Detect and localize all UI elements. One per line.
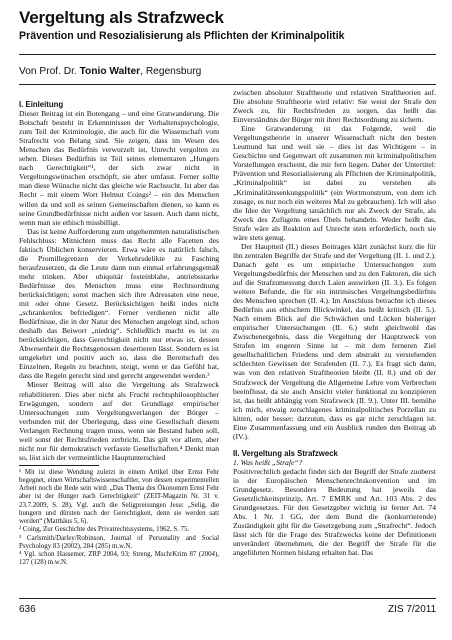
body-paragraph: Der Hauptteil (II.) dieses Beitrages klärt zunächst kurz die für ihn zentralen Begriffe der Strafe und der Vergeltung (II. 1. und 2.). Danach geht es um empirische Untersuchungen zum Vergeltungsbedürfnis der Menschen und zu den Faktoren, die sich auf die Strafzumessung durch Laien auswirken (II. 3.). Es folgen weitere Befunde, die für ein intrinsisches Vergeltungsbedürfnis des Menschen sprechen (II. 4.). Im Anschluss betrachte ich dieses Bedürfnis aus ethischem Blickwinkel, das heißt kritisch (II. 5.). Nach einem Blick auf die Schwächen und Lücken bisheriger empirischer Untersuchungen (II. 6.) steht gleichwohl das Zwischenergebnis, dass die Vergeltung der Hauptzweck von Strafen im engeren Sinne ist – mit dem ferneren Ziel gesellschaftlichen Friedens und dem abstrakt zu verstehenden schlechten Gewissen der Strafenden (II. 7.). Es fragt sich dann, was von den relativen Straftheorien bleibt (II. 8.) und ob der Strafzweck der Vergeltung die Allgemeine Lehre vom Verbrechen beeinflusst, da sie auch Ansicht vieler funktional zu konzipieren ist, das heißt abhängig vom Strafzweck (II. 9.). Unter III. bemühe ich mich, etwaig zerschlagenes kriminalpolitisches Porzellan zu kitten, oder besser: darzutun, dass es gar nicht zerschlagen ist. Eine Zusammenfassung und ein Ausblick runden den Beitrag ab (IV.).: [233, 241, 436, 441]
page-number: 636: [19, 604, 36, 615]
body-paragraph: Mieser Beitrag will also die Vergeltung als Strafzweck rehabilitieren. Dies aber nicht als Frucht rechtsphilosophischer Erwägungen, sondern auf der Grundlage empirischer Untersuchungen zum Vergeltungsverlangen der Bürger – verbunden mit der Überlegung, dass eine Gesellschaft diesem Verlangen Rechnung tragen muss, wenn sie Bestand haben soll, weil sonst der Rechtsfrieden zerbricht. Das gilt vor allem, aber nicht nur für demokratisch verfasste Gesellschaften.⁴ Denkt man so, löst sich der vermeintliche Hauptunterschied: [19, 380, 219, 462]
author-prefix: Von Prof. Dr.: [19, 66, 80, 77]
footnote: ⁴ Vgl. schon Hassemer, ZRP 2004, 93; Streng, MschrKrim 87 (2004), 127 (128) m.w.N.: [19, 550, 219, 567]
section-heading-retribution: II. Vergeltung als Strafzweck: [233, 448, 338, 458]
header-rule-top: [19, 54, 436, 55]
body-paragraph: Das ist keine Aufforderung zum ungehemmten naturalistischen Fehlschluss: Mitnichten muss das Recht alle Facetten des faktisch Üblichen konservieren. Etwa wäre es natürlich falsch, die Promillegrenzen der Verkehrsdelikte zu Fasching heraufzusetzen, da die Leute dann nun einmal erfahrungsgemäß mehr trinken. Aber ubiquitär festeinblahe, antriebsstarke Bedürfnisse des Menschen muss eine Rechtsordnung berücksichtigen; sonst machen sich ihre Adressaten eine neue, mit oder ohne Gesetz. Berücksichtigen heißt indes nicht „schrankenlos befriedigen“. Ferner verdienen nicht alle Bedürfnisse, die in der Natur des Menschen angelegt sind, schon deshalb das Beiwort „niedrig“. Schließlich macht es ist zu berücksichtigen, dass Gerechtigkeit nicht nur etwas ist, dessen Abwesenheit die Rechtsgenossen desertieren lässt. Sondern es ist umgekehrt und positiv auch so, dass die Bereitschaft des Einzelnen, Regeln zu beachten, steigt, wenn er das Gefühl hat, dass die Regeln gerecht sind und gerecht angewendet werden.³: [19, 226, 219, 381]
footnote: ³ Carlsmith/Darley/Robinson, Journal of Personality and Social Psychology 83 (2002), 284 (285) m.w.N.: [19, 534, 219, 550]
right-column: [233, 88, 436, 598]
author-line: [19, 66, 201, 77]
body-paragraph: zwischen absoluter Straftheorie und relativen Straftheorien auf. Die absolute Straftheorie wird relativ: Sie weist der Strafe den Zweck zu, für Rechtsfrieden zu sorgen, das heißt das Einverständnis der Bürger mit ihrer Rechtsordnung zu sichern.: [233, 88, 436, 125]
subsection-heading: 1. Was heißt „Strafe“?: [233, 457, 303, 467]
journal-issue: ZIS 7/2011: [388, 604, 437, 615]
section-heading-introduction: I. Einleitung: [19, 100, 64, 109]
footer-rule: [19, 598, 436, 599]
article-title: Vergeltung als Strafzweck: [19, 8, 224, 27]
header-rule-bottom: [19, 84, 436, 85]
footnote: ¹ Mit ist diese Wendung zuletzt in einem Artikel über Ernst Fehr begegnet, einen Wirtschaftswissenschaftler, von dessen experimentellen Arbeit noch die Rede sein wird: „Das Thema des Ökonomen Ernst Fehr aber ist der Hunger nach Gerechtigkeit“ (ZEIT-Magazin Nr. 31 v. 23.7.2009, S. 28), Vgl. auch die Seligpreisungen Jesu: „Selig, die hungern und dürsten nach der Gerechtigkeit, denn sie werden satt werden“ (Matthäus 5, 6).: [19, 468, 219, 526]
left-column: [19, 100, 219, 598]
article-subtitle: Prävention und Resozialisierung als Pflichten der Kriminalpolitik: [19, 30, 345, 42]
body-paragraph: Positivrechtlich gedacht findet sich der Begriff der Strafe zuoberst in der Europäischen Menschenrechtskonvention und im Grundgesetz. Besonders Bedeutung hat jeweils das Gesetzlichkeitsprinzip, Art. 7 EMRK und Art. 103 Abs. 2 des Grundgesetzes. Für den Gesetzgeber wichtig ist ferner Art. 74 Abs. 1 Nr. 1 GG, der dem Bund die (konkurrierende) Zuständigkeit gibt für die Gesetzgebung zum „Strafrecht“. Jedoch lässt sich für die Frage des Strafzwecks keine der Definitionen unverändert übernehmen, die der Begriff der Strafe für die angeführten Normen bislang erhalten hat. Das: [233, 466, 436, 558]
footnote: ² Coing, Zur Geschichte des Privatrechtssystems, 1962, S. 75.: [19, 526, 190, 534]
body-paragraph: Dieser Beitrag ist ein Botengang – und eine Gratwanderung. Die Botschaft besteht in Erkenntnissen der Verhaltenspsychologie, zum Teil der Kriminologie, die auch für die Wissenschaft vom Strafrecht von Belang sind. Sie zeigen, dass im Wesen des Menschen das Bedürfnis verwurzelt ist, Unrecht vergolten zu sehen. Dieses Bedürfnis ist Teil seines elementaren „Hungers nach Gerechtigkeit“¹, der sich zwar nicht in Vergeltungswünschen erschöpft, sie aber umfasst. Ferner sollte man diese Wünsche nicht das gleiche wie Rachsucht. Ist aber das Recht – mit einem Wort Helmut Coings² – ein des Menschen willen da und soll es seinen Gemeinschaften dienen, so kann es seine Grundbedürfnisse nicht außen vor lassen. Auch dann nicht, wenn man sie ethisch missbilligt.: [19, 109, 219, 227]
footnote-separator: [19, 465, 99, 466]
author-name: Tonio Walter: [79, 66, 141, 77]
body-paragraph: Eine Gratwanderung ist das Folgende, weil die Vergeltungstheorie in unserer Wissenschaft nicht den besten Leumund hat und weil sie – dies ist das Wichtigere – in Geschichte und Gegenwart oft zusammen mit kriminalpolitischen Vorstellungen erscheint, die mir fern liegen. Daher der Untertitel: Prävention und Resozialisierung als Pflichten der Kriminalpolitik, „Kriminalpolitik“ ist dabei zu verstehen als „Kriminalitätssenkungspolitik“ (ein Wortmonstrum, von dem ich zusage, es nur noch ein weiteres Mal zu gebrauchen). Ich will also die Idee der Vergeltung tatsächlich nur als Zweck der Strafe, als Zweck des Zufügens eines Übels behandeln. Weder heißt das, Strafe wäre als Reaktion auf Unrecht stets erforderlich, noch sie wäre stets genug.: [233, 124, 436, 242]
author-suffix: , Regensburg: [140, 66, 202, 77]
